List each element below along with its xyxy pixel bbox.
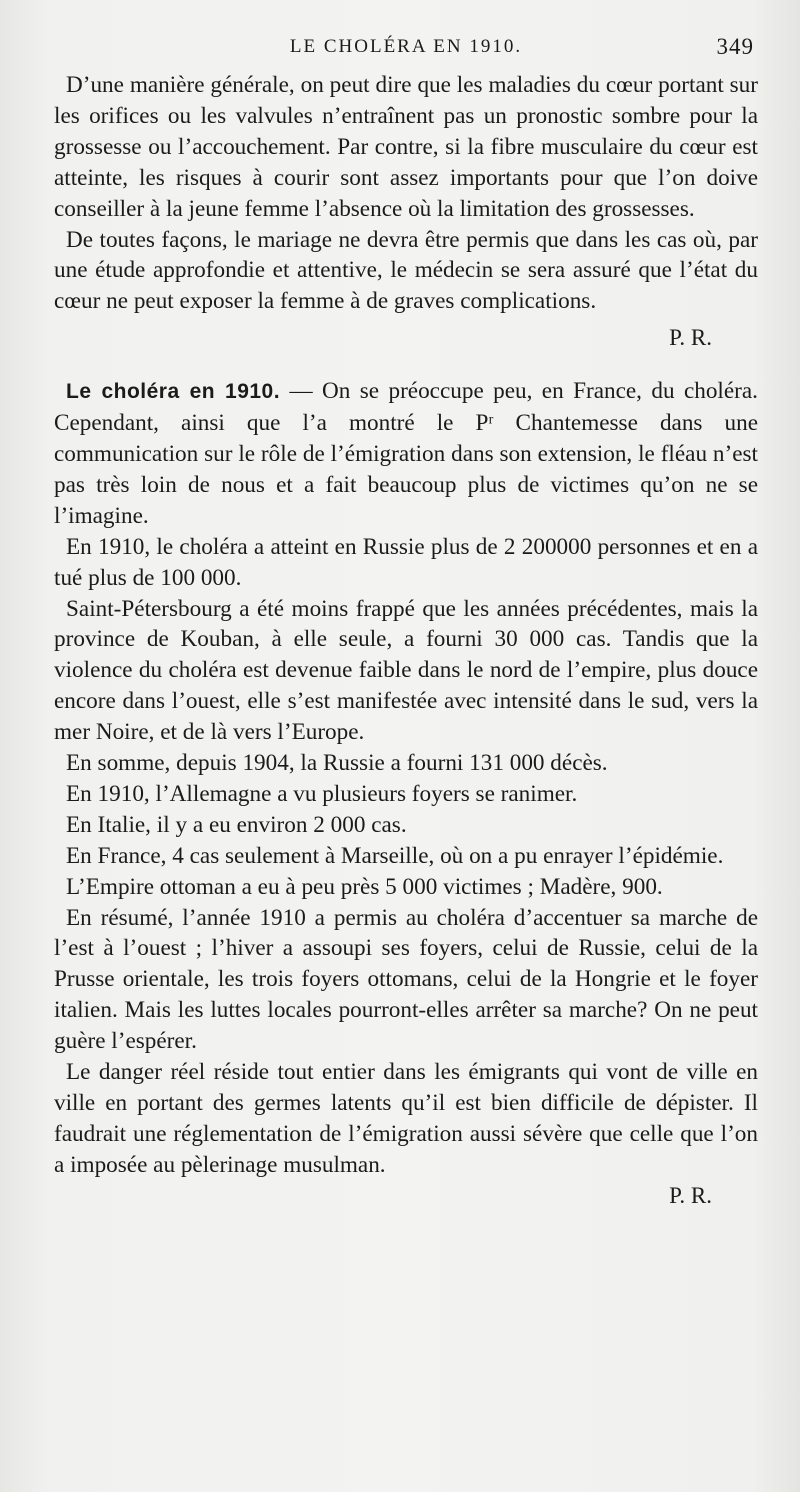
paragraph: En résumé, l’année 1910 a permis au choléra d’accentuer sa marche de l’est à l’ouest ; l’hiver a assoupi ses foyers, celui de Russie, celui de la Prusse orientale, les trois foyers ottomans, celui de la Hongrie et le foyer italien. Mais les luttes locales pourront-elles arrêter sa marche? On ne peut guère l’espérer. — [54, 904, 758, 1055]
article-title: Le choléra en 1910. — [66, 380, 281, 404]
article-cholera — [54, 376, 758, 1211]
signature: P. R. — [669, 325, 712, 351]
running-head — [54, 30, 758, 70]
page-number: 349 — [716, 34, 754, 59]
running-title: LE CHOLÉRA EN 1910. — [289, 36, 523, 57]
paragraph: L’Empire ottoman a eu à peu près 5 000 victimes ; Madère, 900. — [66, 873, 663, 900]
paragraph: En 1910, l’Allemagne a vu plusieurs foyers se ranimer. — [66, 780, 578, 807]
previous-article — [54, 70, 758, 354]
section-gap — [54, 354, 758, 376]
paragraph: Le danger réel réside tout entier dans les émigrants qui vont de ville en ville en portant des germes latents qu’il est bien difficile de dépister. Il faudrait une réglementation de l’émigration aussi sévère que celle que l’on a imposée au pèlerinage musulman. — [54, 1059, 758, 1178]
paragraph: En Italie, il y a eu environ 2 000 cas. — [66, 811, 407, 838]
paragraph: En 1910, le choléra a atteint en Russie plus de 2 200000 personnes et en a tué plus de 100 000. — [54, 533, 758, 591]
paragraph: En France, 4 cas seulement à Marseille, où on a pu enrayer l’épidémie. — [66, 842, 724, 869]
paragraph: D’une manière générale, on peut dire que les maladies du cœur portant sur les orifices ou les valvules n’entraînent pas un pronostic sombre pour la grossesse ou l’accouchement. Par contre, si la fibre musculaire du cœur est atteinte, les risques à courir sont assez importants pour que l’on doive conseiller à la jeune femme l’absence où la limitation des grossesses. — [54, 72, 758, 222]
article-lead-paragraph — [54, 376, 758, 532]
signature: P. R. — [669, 1182, 712, 1208]
paragraph: De toutes façons, le mariage ne devra être permis que dans les cas où, par une étude approfondie et attentive, le médecin se sera assuré que l’état du cœur ne peut exposer la femme à de graves complications. — [54, 226, 758, 315]
paragraph: Saint-Pétersbourg a été moins frappé que les années précédentes, mais la province de Kouban, à elle seule, a fourni 30 000 cas. Tandis que la violence du choléra est devenue faible dans le nord de l’empire, plus douce encore dans l’ouest, elle s’est manifestée avec intensité dans le sud, vers la mer Noire, et de là vers l’Europe. — [54, 595, 758, 746]
paragraph: En somme, depuis 1904, la Russie a fourni 131 000 décès. — [66, 750, 608, 777]
article-intro: — On se préoccupe peu, en France, du choléra. Cependant, ainsi que l’a montré le Pʳ Chantemesse dans une communication sur le rôle de l’émigration dans son extension, le fléau n’est pas très loin de nous et a fait beaucoup plus de victimes qu’on ne se l’imagine. — [54, 378, 758, 529]
